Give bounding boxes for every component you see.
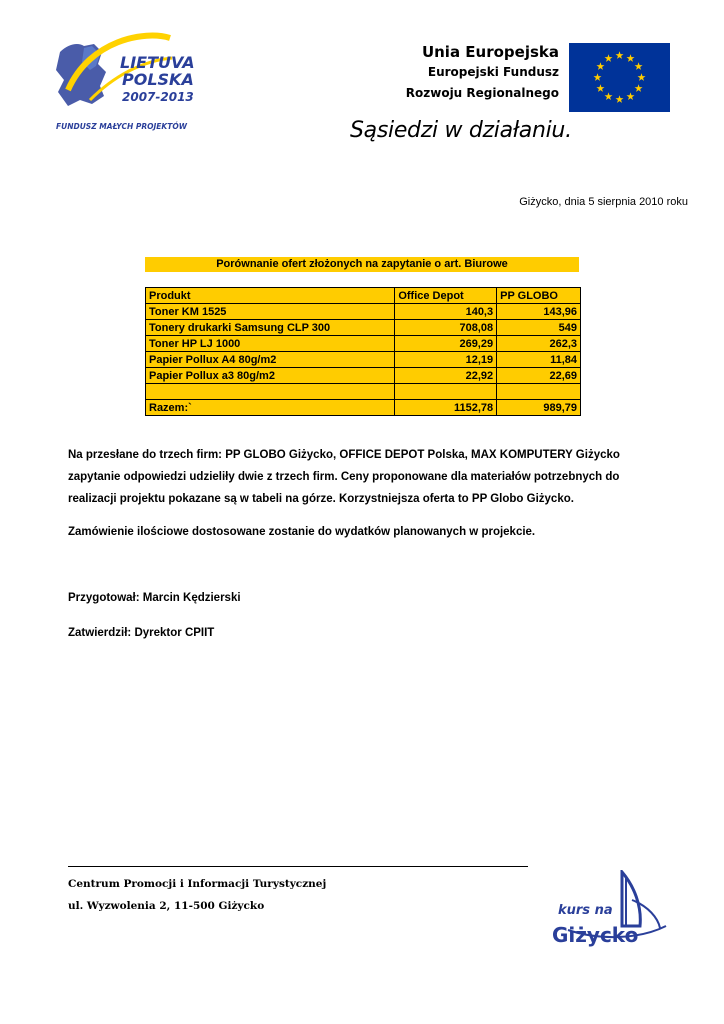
product-name: Tonery drukarki Samsung CLP 300 [146,320,395,336]
total-label: Razem:` [146,400,395,416]
pp-globo-price: 143,96 [497,304,581,320]
office-depot-total: 1152,78 [395,400,497,416]
eu-line-3: Rozwoju Regionalnego [405,86,559,100]
summary-line-3: realizacji projektu pokazane są w tabeli na górze. Korzystniejsza oferta to PP Globo Giżycko. [68,493,574,505]
logo-text-years: 2007-2013 [122,90,194,104]
table-row [146,336,581,352]
pp-globo-price: 22,69 [497,368,581,384]
office-depot-price: 269,29 [395,336,497,352]
office-depot-price: 12,19 [395,352,497,368]
column-header-product: Produkt [146,288,395,304]
logo-caption: FUNDUSZ MAŁYCH PROJEKTÓW [56,122,188,131]
footer-organization: Centrum Promocji i Informacji Turystycznej [68,878,327,890]
office-depot-price: 708,08 [395,320,497,336]
approved-by: Zatwierdził: Dyrektor CPIIT [68,627,215,639]
table-row [146,352,581,368]
eu-flag-icon [569,43,670,112]
logo-text-lietuva: LIETUVA [120,53,195,72]
lietuva-polska-logo [50,30,220,135]
product-name: Toner KM 1525 [146,304,395,320]
table-header-row [146,288,581,304]
product-name: Papier Pollux a3 80g/m2 [146,368,395,384]
pp-globo-price: 11,84 [497,352,581,368]
logo-text-kurs-na: kurs na [558,903,613,918]
summary-line-1: Na przesłane do trzech firm: PP GLOBO Giżycko, OFFICE DEPOT Polska, MAX KOMPUTERY Giżycko [68,449,620,461]
kurs-na-gizycko-logo [548,870,673,950]
table-row [146,320,581,336]
column-header-office-depot: Office Depot [395,288,497,304]
product-name: Toner HP LJ 1000 [146,336,395,352]
footer-address: ul. Wyzwolenia 2, 11-500 Giżycko [68,900,265,912]
eu-heading [406,42,559,104]
summary-line-2: zapytanie odpowiedzi udzieliły dwie z trzech firm. Ceny proponowane dla materiałów potrzebnych do [68,471,620,483]
order-note: Zamówienie ilościowe dostosowane zostanie do wydatków planowanych w projekcie. [68,526,536,538]
office-depot-price: 140,3 [395,304,497,320]
pp-globo-price: 262,3 [497,336,581,352]
pp-globo-price [497,384,581,400]
table-row [146,304,581,320]
summary-paragraph [68,444,688,510]
table-row [146,368,581,384]
column-header-pp-globo: PP GLOBO [497,288,581,304]
office-depot-price [395,384,497,400]
office-depot-price: 22,92 [395,368,497,384]
prepared-by: Przygotował: Marcin Kędzierski [68,592,241,604]
slogan: Sąsiedzi w działaniu. [350,118,572,143]
comparison-title: Porównanie ofert złożonych na zapytanie o art. Biurowe [145,257,579,272]
eu-line-1: Unia Europejska [421,43,559,61]
footer-divider [68,866,528,867]
product-name [146,384,395,400]
table-row-empty [146,384,581,400]
pp-globo-total: 989,79 [497,400,581,416]
pp-globo-price: 549 [497,320,581,336]
table-total-row [146,400,581,416]
logo-text-gizycko: Giżycko [552,923,639,947]
logo-text-polska: POLSKA [122,70,194,89]
product-name: Papier Pollux A4 80g/m2 [146,352,395,368]
eu-line-2: Europejski Fundusz [427,65,559,79]
document-date: Giżycko, dnia 5 sierpnia 2010 roku [519,196,688,208]
offer-comparison-table [145,287,581,416]
